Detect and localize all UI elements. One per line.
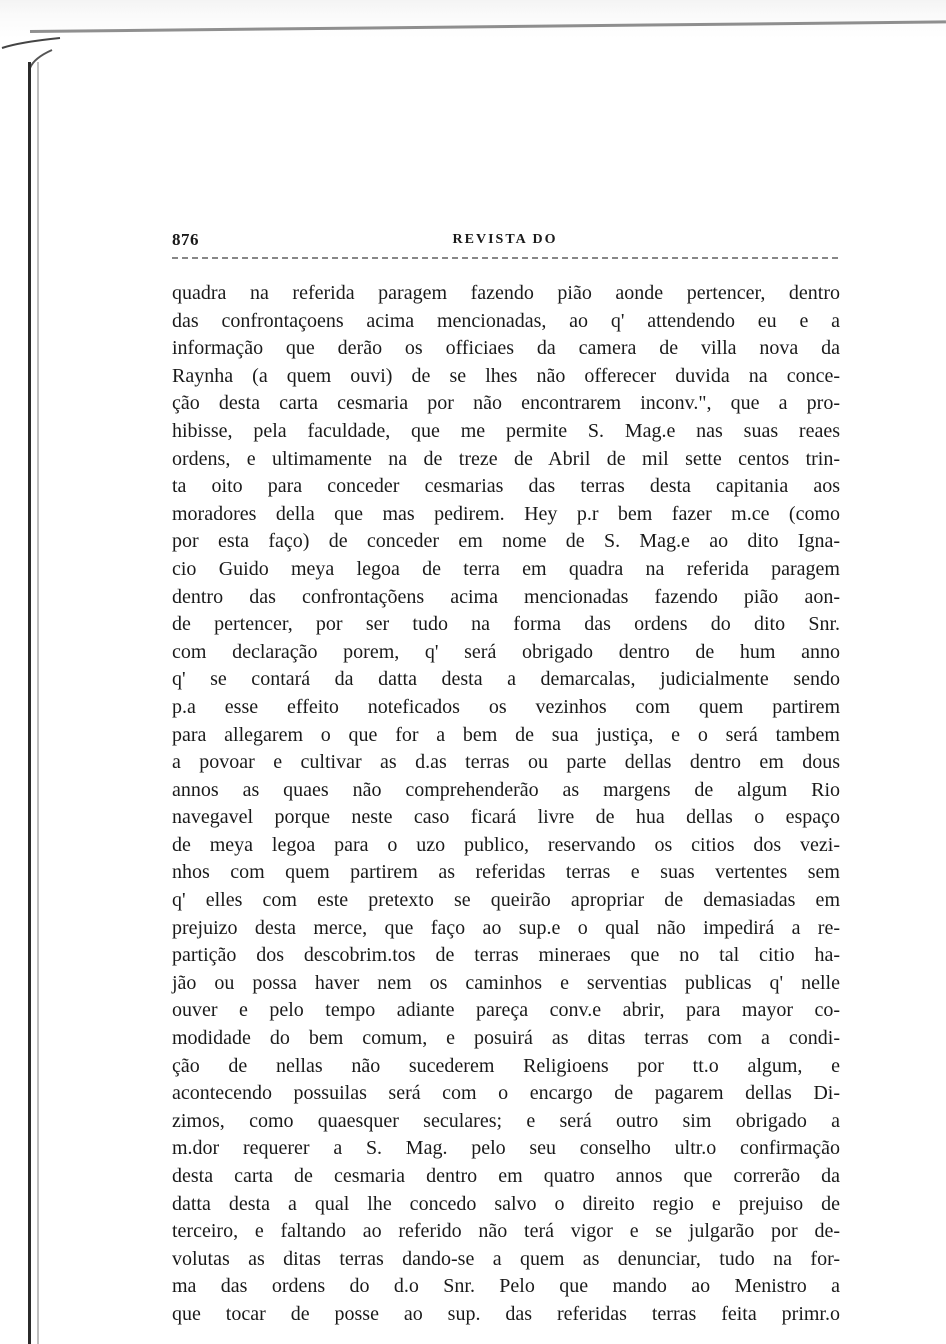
page-header [172,230,838,254]
text-line: com declaração porem, q' será obrigado dentro de hum anno [172,640,840,663]
text-line: a povoar e cultivar as d.as terras ou parte dellas dentro em dous [172,751,840,774]
text-line: navegavel porque neste caso ficará livre de hua dellas o espaço [172,806,840,829]
text-line: quadra na referida paragem fazendo pião aonde pertencer, dentro [172,282,840,304]
binding-edge-line [28,62,31,1344]
binding-shadow-line [37,62,39,1344]
text-line: volutas as ditas terras dando-se a quem as denunciar, tudo na for- [172,1247,840,1270]
header-rule [172,257,838,259]
text-line: das confrontaçoens acima mencionadas, ao q' attendendo eu e a [172,309,840,332]
text-line: q' elles com este pretexto se queirão apropriar de demasiadas em [172,889,840,912]
text-line: nhos com quem partirem as referidas terras e suas vertentes sem [172,861,840,884]
text-line: hibisse, pela faculdade, que me permite S. Mag.e nas suas reaes [172,419,840,442]
text-line: prejuizo desta merce, que faço ao sup.e o qual não impedirá a re- [172,916,840,939]
text-line: acontecendo possuilas será com o encargo de pagarem dellas Di- [172,1082,840,1105]
text-line: zimos, como quaesquer seculares; e será outro sim obrigado a [172,1109,840,1132]
text-line: datta desta a qual lhe concedo salvo o direito regio e prejuiso de [172,1192,840,1215]
text-line: q' se contará da datta desta a demarcalas, judicialmente sendo [172,668,840,691]
text-line: desta carta de cesmaria dentro em quatro annos que correrão da [172,1165,840,1187]
page-number: 876 [172,230,199,249]
text-line: jão ou possa haver nem os caminhos e serventias publicas q' nelle [172,971,840,994]
text-line: para allegarem o que for a bem de sua justiça, e o será tambem [172,723,840,746]
text-line: ouver e pelo tempo adiante pareça conv.e abrir, para mayor co- [172,999,840,1022]
text-line: dentro das confrontaçõens acima mencionadas fazendo pião aon- [172,585,840,608]
text-line: ma das ordens do d.o Snr. Pelo que mando ao Menistro a [172,1275,840,1298]
running-title: REVISTA DO [452,232,558,247]
text-line: m.dor requerer a S. Mag. pelo seu conselho ultr.o confirmação [172,1137,840,1160]
scan-top-edge [0,0,946,38]
text-line: ção de nellas não sucederem Religioens por tt.o algum, e [172,1054,840,1077]
text-line: p.a esse effeito noteficados os vezinhos com quem partirem [172,695,840,718]
text-line: ta oito para conceder cesmarias das terras desta capitania aos [172,475,840,498]
text-line: de pertencer, por ser tudo na forma das ordens do dito Snr. [172,613,840,636]
text-line: annos as quaes não comprehenderão as margens de algum Rio [172,778,840,801]
text-line: cio Guido meya legoa de terra em quadra na referida paragem [172,557,840,580]
text-line: informação que derão os officiaes da camera de villa nova da [172,337,840,360]
text-line: terceiro, e faltando ao referido não terá vigor e se julgarão por de- [172,1220,840,1243]
text-line: moradores della que mas pedirem. Hey p.r bem fazer m.ce (como [172,502,840,525]
text-line: ordens, e ultimamente na de treze de Abril de mil sette centos trin- [172,447,840,470]
text-line: partição dos descobrim.tos de terras mineraes que no tal citio ha- [172,944,840,967]
text-line: que tocar de posse ao sup. das referidas terras feita primr.o [172,1302,840,1325]
page-corner-curl [0,28,70,98]
text-line: ção desta carta cesmaria por não encontrarem inconv.", que a pro- [172,392,840,415]
text-line: de meya legoa para o uzo publico, reservando os citios dos vezi- [172,833,840,856]
text-line: Raynha (a quem ouvi) de se lhes não offerecer duvida na conce- [172,364,840,387]
text-line: modidade do bem comum, e posuirá as ditas terras com a condi- [172,1027,840,1050]
body-text [172,280,840,1329]
text-line: por esta faço) de conceder em nome de S. Mag.e ao dito Igna- [172,530,840,553]
